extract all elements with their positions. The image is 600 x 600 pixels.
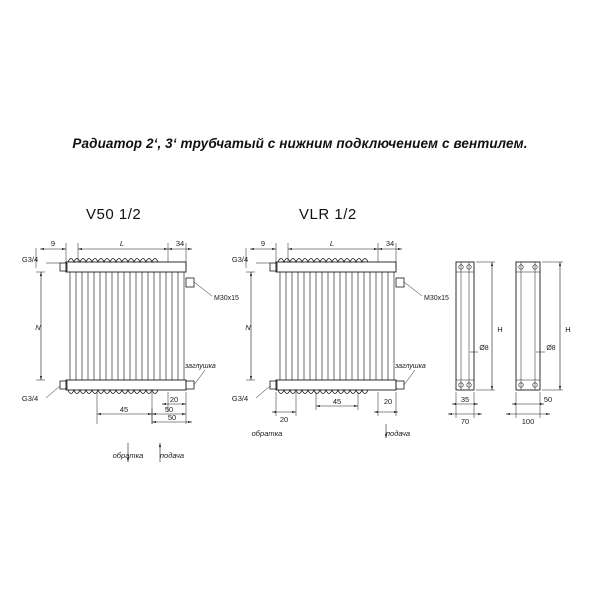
dim-vlr-length: L bbox=[329, 239, 335, 248]
model-label-v50: V50 1/2 bbox=[86, 206, 142, 223]
dim-vlr-bottom-right: 20 bbox=[383, 397, 393, 406]
dim-vlr-top-right: 34 bbox=[385, 239, 395, 248]
view-side-2col bbox=[448, 262, 495, 418]
dim-v50-height: N bbox=[35, 323, 41, 332]
dim-side2-height: H bbox=[497, 325, 503, 334]
dim-side2-width-inner: 35 bbox=[460, 395, 470, 404]
label-vlr-plug: заглушка bbox=[395, 363, 426, 370]
dim-side3-width-outer: 100 bbox=[521, 417, 535, 426]
drawing-title: Радиатор 2ʻ, 3ʻ трубчатый с нижним подключением с вентилем. bbox=[72, 136, 528, 151]
label-vlr-thread-bottom: G3/4 bbox=[231, 394, 249, 403]
dim-side2-width-outer: 70 bbox=[460, 417, 470, 426]
dim-side2-diameter: Ø8 bbox=[479, 345, 489, 352]
label-vlr-valve: M30x15 bbox=[424, 295, 449, 302]
dim-v50-45: 45 bbox=[119, 405, 129, 414]
dim-v50-top-left: 9 bbox=[50, 239, 56, 248]
dim-side3-height: H bbox=[565, 325, 571, 334]
dim-v50-50a: 50 bbox=[164, 405, 174, 414]
dim-vlr-45: 45 bbox=[332, 397, 342, 406]
view-vlr bbox=[246, 243, 422, 438]
label-v50-return: обратка bbox=[112, 451, 144, 460]
dim-vlr-bottom-left: 20 bbox=[279, 415, 289, 424]
dim-v50-top-right: 34 bbox=[175, 239, 185, 248]
dim-v50-20: 20 bbox=[169, 395, 179, 404]
label-v50-supply: подача bbox=[159, 451, 185, 460]
dim-v50-length: L bbox=[119, 239, 125, 248]
label-vlr-return: обратка bbox=[251, 429, 283, 438]
label-vlr-supply: подача bbox=[385, 429, 411, 438]
view-side-3col bbox=[506, 262, 563, 418]
view-v50 bbox=[36, 243, 212, 462]
label-v50-valve: M30x15 bbox=[214, 295, 239, 302]
dim-side3-diameter: Ø8 bbox=[546, 345, 556, 352]
label-v50-thread-top: G3/4 bbox=[21, 255, 39, 264]
label-vlr-thread-top: G3/4 bbox=[231, 255, 249, 264]
dim-vlr-height: N bbox=[245, 323, 251, 332]
dim-side3-width-inner: 50 bbox=[543, 395, 553, 404]
dim-vlr-top-left: 9 bbox=[260, 239, 266, 248]
model-label-vlr: VLR 1/2 bbox=[299, 206, 357, 223]
label-v50-plug: заглушка bbox=[185, 363, 216, 370]
label-v50-thread-bottom: G3/4 bbox=[21, 394, 39, 403]
dim-v50-50b: 50 bbox=[167, 413, 177, 422]
